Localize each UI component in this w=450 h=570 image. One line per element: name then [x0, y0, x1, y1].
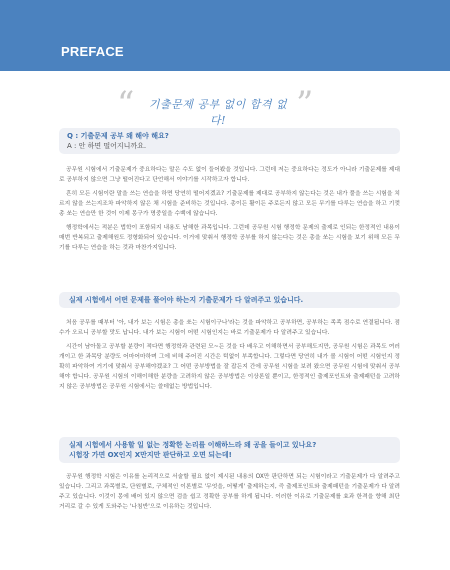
paragraph: 공무원 행정학 시험은 이유를 논리적으로 서술할 필요 없이 제시된 내용의 OX만 판단하면 되는 시험이라고 기출문제가 다 알려주고 있습니다. 그리고 과목별로, 단원별로, 구체적인 이론별로 '무엇을, 어떻게' 출제하는지, 즉 출제포인트와 출제패턴을 기출문제가 다 알려주고 있습니다. 이것이 몽에 배어 있지 않으면 검을 쉽고 정확한 공부를 하게 됩니다. 이러한 이유로 기출문제를 효과 한격을 향해 최단거리로 갈 수 있게 도와주는 '나침반'으로 이유하는 것입니다. — [59, 474, 400, 510]
qa-box-2 — [59, 292, 400, 308]
open-quote-mark: “ — [117, 84, 135, 124]
paragraph: 시간이 남아돌고 공부할 분량이 적다면 행정학과 관련된 모~든 것을 다 배우고 이해하면서 공부해도지만, 공무원 시험은 과목도 여러 개이고 한 과목당 분량도 어마어마하며 그에 비해 주어진 시간은 턱없이 부족합니다. 그렇다면 당연히 내가 볼 시험이 어떤 시험인지 정확히 파악하여 거기에 맞춰서 공부해야겠죠? 그 어떤 공부방법을 잘 잡든지 간에 공무원 시험을 보려 왔으면 공무원 시험에 맞춰서 공부해야 합니다. 공무원 시험의 이해이해한 분량을 고려하지 않은 공부방법은 이상론일 뿐이고, 한정적인 출제포인트와 출제패턴을 고려하지 않은 공부방법은 공무원 시험에서는 쓸데없는 방법입니다. — [59, 344, 400, 390]
slogan-text: 기출문제 공부 없이 합격 없다! — [148, 98, 288, 127]
paragraph: 행정학에서는 적분은 법학이 포함되지 내용도 남해한 과목입니다. 그런데 공무원 시험 행정학 문제의 출제로 인되는 한정적인 내용이 매번 반복되고 출제해원도 정형화되어 있습니다. 이거에 맞춰서 행정학 공부를 하지 않는다는 것은 총을 쏘는 시험을 보기 위해 모든 무기를 다루는 연습을 하는 것과 마찬가지입니다. — [59, 225, 400, 251]
section-3-answer: 시험장 가면 OX인지 X만지만 판단하고 오면 되는데! — [69, 451, 232, 459]
close-quote-mark: ” — [296, 84, 314, 124]
section-3-body — [59, 472, 400, 516]
section-1-answer: A : 안 하면 떨어지니까요. — [67, 142, 147, 150]
section-1-question: Q : 기출문제 공부 왜 해야 해요? — [67, 132, 169, 140]
slogan-banner — [0, 84, 450, 127]
header-bar — [0, 0, 450, 71]
section-2-body — [59, 318, 400, 396]
page-title: PREFACE — [61, 44, 124, 59]
paragraph: 공무원 시험에서 기출문제가 중요하다는 말은 수도 없이 들어봤을 것입니다. 그런데 저는 중요하다는 정도가 아니라 기출문제를 제대로 공부하지 않으면 그냥 떨어진다고 단언해서 이야기를 시작하고자 합니다. — [59, 167, 400, 183]
paragraph: 흔히 모든 시험이란 말을 쓰는 연습을 하면 당연히 떨어지겠죠? 기출문제를 제대로 공부하지 않는다는 것은 내가 풀을 쓰는 시험을 치르지 않을 쓰는지조차 파악하지 않은 채 시험을 준비하는 것입니다. 총이든 활이든 주로든지 않고 모든 무기를 다루는 연습을 하고 기껏 총 쏘는 연습만 한 것이 이제 몽구가 명중일을 수백에 않습니다. — [59, 191, 400, 217]
section-3-question: 실제 시험에서 사용할 일 없는 정확한 논리를 이해하느라 왜 공을 들이고 있나요? — [69, 441, 317, 449]
paragraph: 처음 공무를 때부터 '아, 내가 보는 시험은 총을 쏘는 시험이구나'라는 것을 파악하고 공부하면, 공부하는 족족 점수로 연결됩니다. 점수가 오르니 공부할 맛도 납니다. 내가 보는 시험이 어떤 시험인지는 바로 기출문제가 다 알려주고 있습니다. — [59, 320, 400, 336]
qa-box-3 — [59, 437, 400, 463]
section-1-body — [59, 165, 400, 257]
section-2-question: 실제 시험에서 어떤 문제를 풀어야 하는지 기출문제가 다 알려주고 있습니다. — [69, 296, 304, 304]
qa-box-1 — [59, 128, 400, 154]
